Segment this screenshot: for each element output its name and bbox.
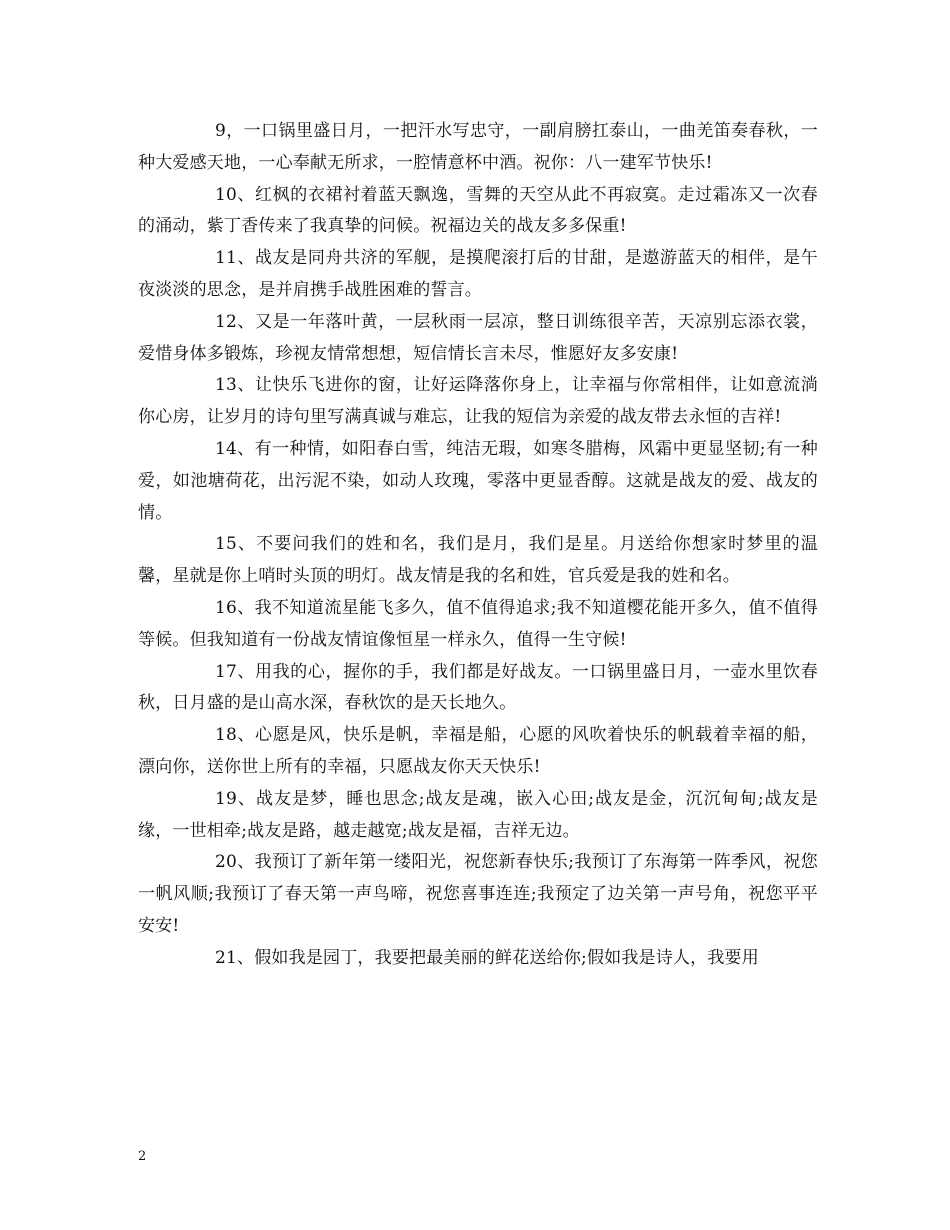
paragraph-10: 10、红枫的衣裙衬着蓝天飘逸，雪舞的天空从此不再寂寞。走过霜冻又一次春的涌动，紫丁香传来了我真挚的问候。祝福边关的战友多多保重! — [138, 184, 818, 237]
paragraph-9: 9，一口锅里盛日月，一把汗水写忠守，一副肩膀扛泰山，一曲羌笛奏春秋，一种大爱感天地，一心奉献无所求，一腔情意杯中酒。祝你：八一建军节快乐! — [138, 121, 818, 173]
paragraph-13: 13、让快乐飞进你的窗，让好运降落你身上，让幸福与你常相伴，让如意流淌你心房，让岁月的诗句里写满真诚与难忘，让我的短信为亲爱的战友带去永恒的吉祥! — [138, 375, 818, 428]
page-number: 2 — [138, 1149, 147, 1164]
paragraph-20: 20、我预订了新年第一缕阳光，祝您新春快乐;我预订了东海第一阵季风，祝您一帆风顺;我预订了春天第一声鸟啼，祝您喜事连连;我预定了边关第一声号角，祝您平平安安! — [138, 852, 818, 936]
paragraph-19: 19、战友是梦，睡也思念;战友是魂，嵌入心田;战友是金，沉沉甸甸;战友是缘，一世相牵;战友是路，越走越宽;战友是福，吉祥无边。 — [138, 788, 818, 841]
paragraph-21: 21、假如我是园丁，我要把最美丽的鲜花送给你;假如我是诗人，我要用 — [215, 947, 759, 968]
document-body — [138, 116, 818, 975]
paragraph-14: 14、有一种情，如阳春白雪，纯洁无瑕，如寒冬腊梅，风霜中更显坚韧;有一种爱，如池塘荷花，出污泥不染，如动人玫瑰，零落中更显香醇。这就是战友的爱、战友的情。 — [138, 438, 818, 523]
paragraph-11: 11、战友是同舟共济的军舰，是摸爬滚打后的甘甜，是遨游蓝天的相伴，是午夜淡淡的思念，是并肩携手战胜困难的誓言。 — [138, 248, 818, 300]
paragraph-12: 12、又是一年落叶黄，一层秋雨一层凉，整日训练很辛苦，天凉别忘添衣裳，爱惜身体多锻炼，珍视友情常想想，短信情长言未尽，惟愿好友多安康! — [138, 311, 818, 364]
paragraph-16: 16、我不知道流星能飞多久，值不值得追求;我不知道樱花能开多久，值不值得等候。但我知道有一份战友情谊像恒星一样永久，值得一生守候! — [138, 597, 818, 650]
paragraph-18: 18、心愿是风，快乐是帆，幸福是船，心愿的风吹着快乐的帆载着幸福的船，漂向你，送你世上所有的幸福，只愿战友你天天快乐! — [138, 725, 818, 777]
paragraph-17: 17、用我的心，握你的手，我们都是好战友。一口锅里盛日月，一壶水里饮春秋，日月盛的是山高水深，春秋饮的是天长地久。 — [138, 661, 818, 714]
paragraph-15: 15、不要问我们的姓和名，我们是月，我们是星。月送给你想家时梦里的温馨，星就是你上哨时头顶的明灯。战友情是我的名和姓，官兵爱是我的姓和名。 — [138, 534, 818, 587]
